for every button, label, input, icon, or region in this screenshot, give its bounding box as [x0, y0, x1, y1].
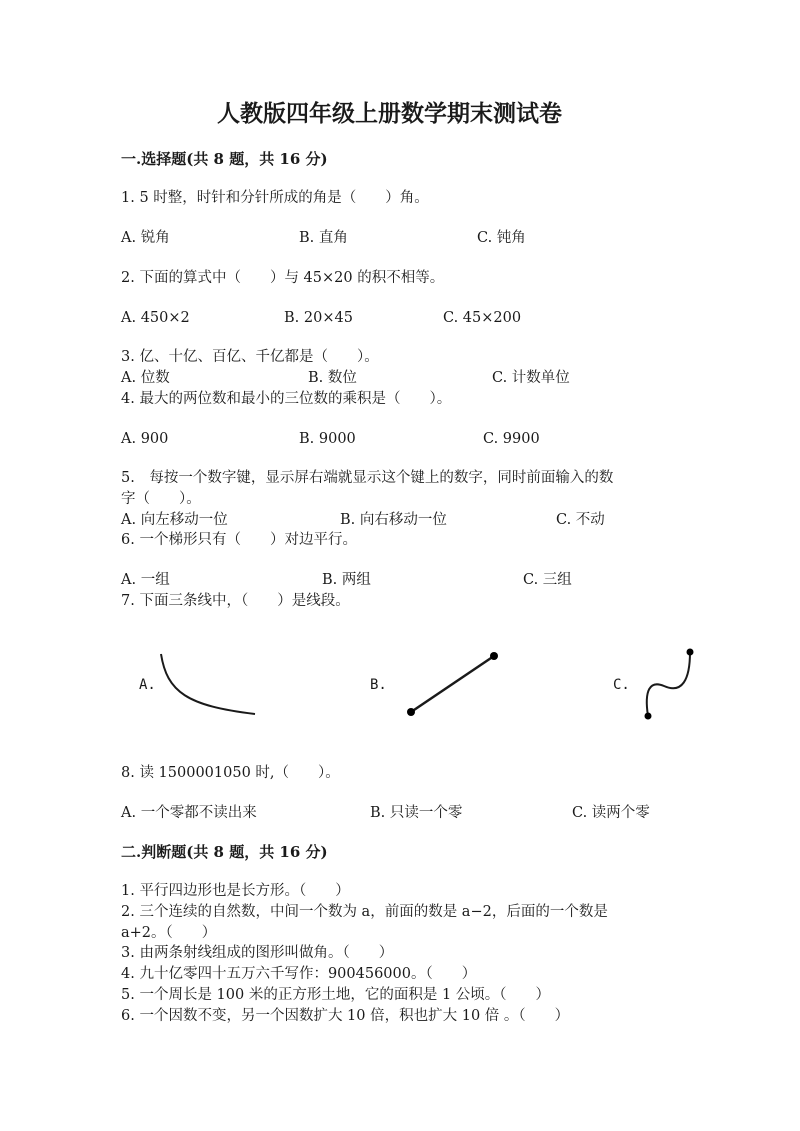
question-6: 6. 一个梯形只有（ ）对边平行。 — [121, 532, 357, 548]
question-8-option-a: A. 一个零都不读出来 — [121, 805, 257, 821]
judgment-item: 5. 一个周长是 100 米的正方形土地，它的面积是 1 公顷。（ ） — [121, 987, 551, 1003]
question-7-option-b: B. — [370, 677, 387, 693]
question-1: 1. 5 时整，时针和分针所成的角是（ ）角。 — [121, 190, 429, 206]
section-2-heading: 二.判断题(共 8 题，共 16 分) — [121, 843, 328, 861]
question-6-option-c: C. 三组 — [523, 572, 572, 588]
question-7: 7. 下面三条线中，（ ）是线段。 — [121, 593, 350, 609]
question-4-option-c: C. 9900 — [483, 431, 540, 447]
question-4-option-b: B. 9000 — [299, 431, 356, 447]
judgment-item: 3. 由两条射线组成的图形叫做角。（ ） — [121, 945, 394, 961]
question-1-option-a: A. 锐角 — [121, 230, 170, 246]
wavy-line-figure — [630, 640, 700, 730]
judgment-item: 6. 一个因数不变，另一个因数扩大 10 倍，积也扩大 10 倍 。（ ） — [121, 1008, 570, 1024]
wavy-line — [647, 652, 690, 716]
wavy-endpoint — [687, 649, 694, 656]
segment-endpoint — [490, 652, 498, 660]
question-8: 8. 读 1500001050 时,（ ）。 — [121, 765, 340, 781]
question-3: 3. 亿、十亿、百亿、千亿都是（ ）。 — [121, 349, 379, 365]
question-3-option-c: C. 计数单位 — [492, 370, 570, 386]
question-8-option-b: B. 只读一个零 — [370, 805, 463, 821]
question-1-option-c: C. 钝角 — [477, 230, 526, 246]
question-4: 4. 最大的两位数和最小的三位数的乘积是（ ）。 — [121, 391, 452, 407]
curve-line — [161, 654, 255, 714]
wavy-endpoint — [645, 713, 652, 720]
segment-endpoint — [407, 708, 415, 716]
section-1-heading: 一.选择题(共 8 题，共 16 分) — [121, 150, 328, 168]
question-1-option-b: B. 直角 — [299, 230, 348, 246]
question-5-line-2: 字（ ）。 — [121, 491, 201, 507]
question-2-option-b: B. 20×45 — [284, 310, 353, 326]
question-5-option-a: A. 向左移动一位 — [121, 512, 228, 528]
question-6-option-b: B. 两组 — [322, 572, 371, 588]
judgment-item: 4. 九十亿零四十五万六千写作：900456000。（ ） — [121, 966, 477, 982]
question-8-option-c: C. 读两个零 — [572, 805, 650, 821]
question-2-option-c: C. 45×200 — [443, 310, 522, 326]
question-3-option-b: B. 数位 — [308, 370, 357, 386]
line-segment-figure — [400, 645, 510, 725]
line-segment — [411, 656, 494, 712]
question-5-option-b: B. 向右移动一位 — [340, 512, 447, 528]
question-7-option-c: C. — [613, 677, 630, 693]
page-title: 人教版四年级上册数学期末测试卷 — [217, 100, 562, 127]
question-2-option-a: A. 450×2 — [121, 310, 190, 326]
question-5-line-1: 5. 每按一个数字键，显示屏右端就显示这个键上的数字，同时前面输入的数 — [121, 470, 614, 486]
judgment-item: 1. 平行四边形也是长方形。（ ） — [121, 883, 350, 899]
question-5-option-c: C. 不动 — [556, 512, 605, 528]
question-3-option-a: A. 位数 — [121, 370, 170, 386]
curve-line-figure — [155, 650, 265, 720]
judgment-item: 2. 三个连续的自然数，中间一个数为 a，前面的数是 a−2，后面的一个数是 — [121, 904, 608, 920]
question-2: 2. 下面的算式中（ ）与 45×20 的积不相等。 — [121, 270, 445, 286]
question-6-option-a: A. 一组 — [121, 572, 170, 588]
question-4-option-a: A. 900 — [121, 431, 169, 447]
judgment-item-continuation: a+2。（ ） — [121, 925, 217, 941]
question-7-option-a: A. — [139, 677, 156, 693]
